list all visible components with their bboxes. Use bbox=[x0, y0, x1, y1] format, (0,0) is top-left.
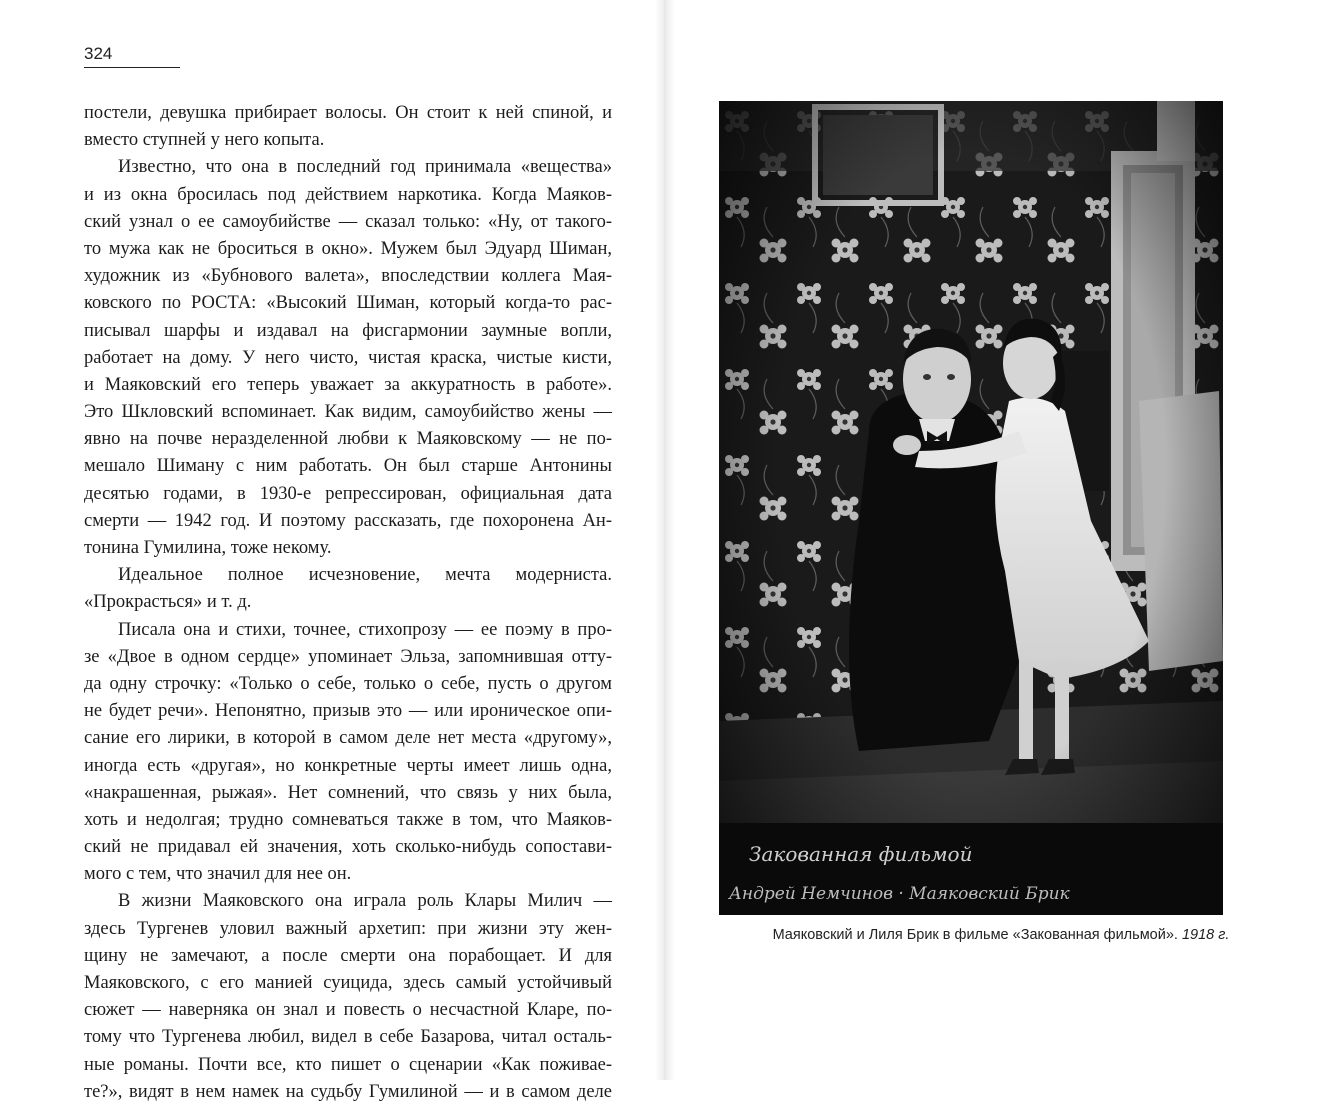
text-line: вместо ступней у него копыта. bbox=[84, 130, 325, 151]
text-line: то мужа как не броситься в окно». Мужем был Эдуард Шиман, bbox=[84, 238, 612, 259]
text-line: тонина Гумилина, тоже некому. bbox=[84, 538, 332, 558]
text-line: щину не замечают, а после смерти она порабощает. И для bbox=[84, 945, 612, 966]
text-line: ковского по РОСТА: «Высокий Шиман, который когда-то рас- bbox=[84, 293, 612, 314]
text-line: те?», видят в нем намек на судьбу Гумилиной — и в самом деле bbox=[84, 1081, 612, 1102]
text-line: «Прокрасться» и т. д. bbox=[84, 592, 252, 613]
photo-illustration bbox=[719, 101, 1223, 915]
text-line: явно на почве неразделенной любви к Маяковскому — не по- bbox=[84, 429, 612, 450]
text-line: не будет речи». Непонятно, призыв это — или ироническое опи- bbox=[84, 701, 612, 722]
text-line: и из окна бросилась под действием наркотика. Когда Маяков- bbox=[84, 184, 612, 205]
text-line: В жизни Маяковского она играла роль Клары Милич — bbox=[118, 891, 612, 912]
text-line: тому что Тургенева любил, видел в себе Базарова, читал осталь- bbox=[84, 1027, 612, 1048]
text-line: Писала она и стихи, точнее, стихопрозу — ее поэму в про- bbox=[118, 619, 612, 640]
text-line: сюжет — наверняка он знал и повесть о несчастной Кларе, по- bbox=[84, 1000, 612, 1021]
text-line: Идеальное полное исчезновение, мечта модерниста. bbox=[118, 565, 612, 586]
text-line: работает на дому. У него чисто, чистая краска, чистые кисти, bbox=[84, 347, 612, 368]
text-line: постели, девушка прибирает волосы. Он стоит к ней спиной, и bbox=[84, 103, 612, 123]
text-line: и Маяковский его теперь уважает за аккуратность в работе». bbox=[84, 374, 612, 395]
text-line: Маяковского, с его манией суицида, здесь самый устойчивый bbox=[84, 973, 612, 993]
text-line: Известно, что она в последний год принимала «вещества» bbox=[118, 157, 612, 178]
photo-inscription-line2: Андрей Немчинов · Маяковский Брик bbox=[729, 884, 1070, 904]
text-line: художник из «Бубнового валета», впоследствии коллега Мая- bbox=[84, 266, 612, 287]
text-line: «накрашенная, рыжая». Нет сомнений, что связь у них была, bbox=[84, 782, 612, 803]
text-line: зе «Двое в одном сердце» упоминает Эльза, запомнившая отту- bbox=[84, 646, 612, 667]
body-text bbox=[84, 100, 612, 1106]
caption-year: 1918 г. bbox=[1181, 927, 1230, 943]
text-line: ский не придавал ей значения, хоть сколько-нибудь сопостави- bbox=[84, 837, 612, 858]
page-number-rule bbox=[84, 67, 180, 68]
text-line: писывал шарфы и издавал на фисгармонии заумные вопли, bbox=[84, 320, 612, 341]
right-page bbox=[675, 0, 1327, 1080]
film-still-photo bbox=[719, 101, 1223, 915]
text-line: смерти — 1942 год. И поэтому рассказать, где похоронена Ан- bbox=[84, 510, 612, 531]
book-gutter bbox=[655, 0, 675, 1080]
text-line: хоть и недолгая; трудно сомневаться также в том, что Маяков- bbox=[84, 809, 612, 830]
text-line: здесь Тургенев уловил важный архетип: при жизни эту жен- bbox=[84, 918, 612, 939]
text-line: иногда есть «другая», но конкретные черты имеет лишь одна, bbox=[84, 755, 612, 776]
text-line: мешало Шиману с ним работать. Он был старше Антонины bbox=[84, 456, 612, 477]
text-line: десятью годами, в 1930-е репрессирован, официальная дата bbox=[84, 483, 612, 504]
caption-text: Маяковский и Лиля Брик в фильме «Закованная фильмой». bbox=[772, 927, 1178, 943]
photo-inscription-line1: Закованная фильмой bbox=[749, 842, 973, 866]
left-page bbox=[0, 0, 655, 1102]
text-line: сание его лирики, в которой в самом деле нет места «другому», bbox=[84, 728, 612, 749]
text-line: ский узнал о ее самоубийстве — сказал только: «Ну, от такого- bbox=[84, 211, 612, 232]
text-line: ные романы. Почти все, кто пишет о сценарии «Как поживае- bbox=[84, 1054, 612, 1075]
text-line: Это Шкловский вспоминает. Как видим, самоубийство жены — bbox=[84, 402, 612, 423]
photo-caption bbox=[675, 927, 1327, 943]
page-number: 324 bbox=[84, 44, 113, 63]
text-line: мого с тем, что значил для нее он. bbox=[84, 864, 352, 885]
text-line: да одну строчку: «Только о себе, только о себе, пусть о другом bbox=[84, 673, 612, 694]
